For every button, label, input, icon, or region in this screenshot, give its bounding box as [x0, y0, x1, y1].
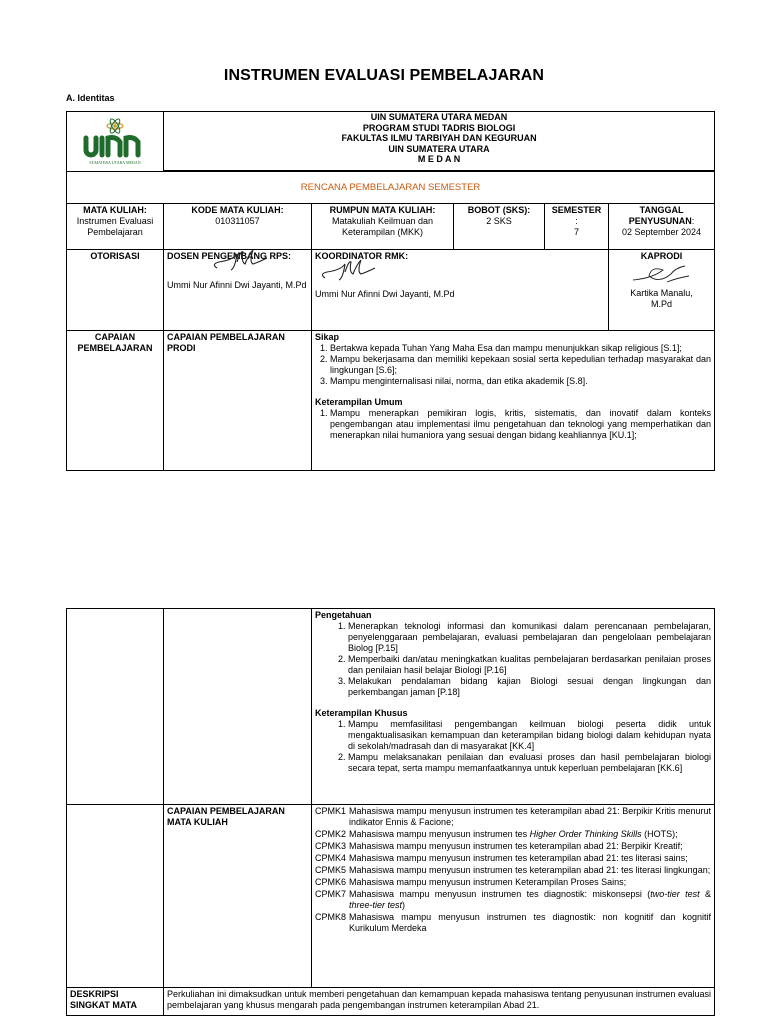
kaprodi-title: M.Pd [651, 298, 673, 309]
koordinator-label: KOORDINATOR RMK: [315, 251, 409, 261]
bobot-cell [454, 204, 545, 250]
cpmk-text-italic: Higher Order Thinking Skills [529, 828, 642, 839]
sikap-item: 3. Mampu menginternalisasi nilai, norma, dan etika akademik [S.8]. [330, 376, 711, 387]
tanggal-value: 02 September 2024 [622, 226, 702, 237]
cpmk-text: Mahasiswa mampu menyusun instrumen tes diagnostik: non kognitif dan kognitif Kurikulum Merdeka [349, 911, 711, 933]
semester-value: 7 [573, 226, 579, 237]
rumpun-value: Matakuliah Keilmuan dan Keterampilan (MKK) [331, 215, 434, 237]
kaprodi-name: Kartika Manalu, [630, 287, 693, 298]
cpmk-label-2: MATA KULIAH [167, 816, 228, 827]
cpmk-text-part: (HOTS); [641, 828, 678, 839]
cpmk-code: CPMK6 [315, 876, 347, 887]
tanggal-label-2: PENYUSUNAN [628, 215, 692, 226]
cpmk-item [315, 889, 711, 911]
cp-prodi-content-continued [312, 609, 715, 805]
cpmk-content [312, 805, 715, 988]
cpmk-text-part: & [699, 888, 711, 899]
pengetahuan-item: 2. Memperbaiki dan/atau meningkatkan kualitas pembelajaran berdasarkan penilaian proses dan penilaian hasil belajar Biologi [P.16] [348, 654, 711, 676]
cpmk-item [315, 841, 711, 852]
pengetahuan-item: 3. Melakukan pendalaman bidang kajian Biologi sesuai dengan lingkungan dan perkembangan jaman [P.18] [348, 676, 711, 698]
capaian-label [67, 331, 164, 471]
signature-kaprodi-icon [627, 262, 697, 288]
cpmk-item [315, 865, 711, 876]
kode-label: KODE MATA KULIAH: [191, 205, 284, 215]
cpmk-text: Mahasiswa mampu menyusun instrumen Keterampilan Proses Sains; [349, 876, 627, 887]
logo-cell [67, 112, 164, 172]
cpmk-code: CPMK4 [315, 852, 347, 863]
mata-kuliah-cell [67, 204, 164, 250]
ku-title: Keterampilan Umum [315, 396, 403, 407]
kaprodi-label: KAPRODI [640, 251, 683, 261]
semester-label: SEMESTER [551, 205, 602, 215]
sikap-title: Sikap [315, 332, 340, 342]
cpmk-text-italic: three-tier test [349, 899, 403, 910]
cpmk-label-1: CAPAIAN PEMBELAJARAN [167, 806, 285, 816]
cpmk-item [315, 912, 711, 934]
bobot-label: BOBOT (SKS): [467, 205, 531, 215]
kk-title: Keterampilan Khusus [315, 707, 408, 718]
capaian-table-continued [66, 608, 715, 1016]
cpmk-label [164, 805, 312, 988]
cpmk-text [346, 889, 711, 911]
cpmk-code: CPMK7 [315, 888, 347, 899]
institution-header [164, 112, 715, 171]
kk-item: 1. Mampu memfasilitasi pengembangan keilmuan biologi peserta didik untuk mengaktualisasikan kemampuan dan keterampilan bidang biologi dalam kehidupan nyata di sekolah/madrasah dan di masyarakat [KK.4] [348, 719, 711, 752]
deskripsi-label-2: SINGKAT MATA [70, 999, 137, 1010]
kaprodi-cell [609, 250, 715, 331]
institution-line-2: PROGRAM STUDI TADRIS BIOLOGI [362, 122, 516, 133]
cp-prodi-label-2: PRODI [167, 342, 196, 353]
cpmk-text: Mahasiswa mampu menyusun instrumen tes keterampilan abad 21: tes literasi sains; [349, 852, 688, 863]
koordinator-cell [312, 250, 609, 331]
cpmk-text: Mahasiswa mampu menyusun instrumen tes keterampilan abad 21: Berpikir Kreatif; [349, 840, 683, 851]
capaian-label-2: PEMBELAJARAN [77, 342, 153, 353]
identity-table [66, 111, 715, 471]
cpmk-code: CPMK5 [315, 864, 347, 875]
uin-logo-icon [76, 114, 154, 166]
institution-line-3: FAKULTAS ILMU TARBIYAH DAN KEGURUAN [341, 133, 537, 144]
cpmk-item [315, 877, 711, 888]
deskripsi-label [67, 988, 164, 1016]
cpmk-text-part: ) [402, 899, 406, 910]
deskripsi-text: Perkuliahan ini dimaksudkan untuk memberi pengetahuan dan kemampuan kepada mahasiswa tentang penyusunan instrumen evaluasi pembelajaran yang khusus mengarah pada pengembangan instrumen keterampilan Abad 21. [164, 988, 715, 1016]
kode-cell [164, 204, 312, 250]
rumpun-label: RUMPUN MATA KULIAH: [329, 205, 436, 215]
cpmk-text: Mahasiswa mampu menyusun instrumen tes keterampilan abad 21: Berpikir Kritis menurut indikator Ennis & Facione; [349, 806, 711, 827]
cpmk-text: Mahasiswa mampu menyusun instrumen tes keterampilan abad 21: tes literasi lingkungan; [349, 864, 711, 875]
cp-prodi-content [312, 331, 715, 471]
institution-line-5: M E D A N [417, 154, 461, 165]
mata-kuliah-value: Instrumen Evaluasi Pembelajaran [76, 215, 154, 237]
otorisasi-label: OTORISASI [67, 250, 164, 331]
sikap-item: 1. Bertakwa kepada Tuhan Yang Maha Esa dan mampu menunjukkan sikap religious [S.1]; [330, 343, 711, 354]
kode-value: 010311057 [215, 215, 260, 226]
koordinator-name: Ummi Nur Afinni Dwi Jayanti, M.Pd [315, 288, 455, 299]
cpmk-code: CPMK2 [315, 828, 347, 839]
pengetahuan-item: 1. Menerapkan teknologi informasi dan komunikasi dalam perencanaan pembelajaran, penyelenggaraan pembelajaran, evaluasi pembelajaran dan pengelolaan pembelajaran Biolog [P.15] [348, 621, 711, 654]
cpmk-item [315, 806, 711, 828]
cpmk-text-part: Mahasiswa mampu menyusun instrumen tes diagnostik: miskonsepsi ( [349, 888, 651, 899]
cpmk-text-part: Mahasiswa mampu menyusun instrumen tes [349, 828, 530, 839]
ku-item: 1. Mampu menerapkan pemikiran logis, kritis, sistematis, dan inovatif dalam konteks pengembangan atau implementasi ilmu pengetahuan dan teknologi yang memperhatikan dan menerapkan nilai humaniora yang sesuai dengan bidang keahliannya [KU.1]; [330, 408, 711, 441]
dosen-name: Ummi Nur Afinni Dwi Jayanti, M.Pd [167, 279, 307, 290]
institution-line-4: UIN SUMATERA UTARA [388, 143, 490, 154]
cpmk-item [315, 853, 711, 864]
rumpun-cell [312, 204, 454, 250]
sikap-item: 2. Mampu bekerjasama dan memiliki kepekaan sosial serta kepedulian terhadap masyarakat dan lingkungan [S.6]; [330, 354, 711, 376]
cpmk-code: CPMK3 [315, 840, 347, 851]
tanggal-label: TANGGAL [639, 205, 684, 215]
cpmk-text-italic: two-tier test [650, 888, 700, 899]
dosen-label: DOSEN PENGEMBANG RPS: [167, 251, 292, 261]
mata-kuliah-label: MATA KULIAH: [83, 205, 147, 215]
bobot-value: 2 SKS [486, 215, 512, 226]
section-label: A. Identitas [66, 93, 115, 103]
cpmk-code: CPMK1 [315, 806, 347, 816]
deskripsi-label-1: DESKRIPSI [70, 989, 119, 999]
cpmk-code: CPMK8 [315, 911, 347, 922]
logo-caption: SUMATERA UTARA MEDAN [89, 160, 141, 166]
institution-line-1: UIN SUMATERA UTARA MEDAN [370, 112, 508, 122]
cp-prodi-label-1: CAPAIAN PEMBELAJARAN [167, 332, 285, 342]
capaian-label-1: CAPAIAN [94, 332, 136, 342]
pengetahuan-title: Pengetahuan [315, 610, 372, 620]
rps-title: RENCANA PEMBELAJARAN SEMESTER [67, 172, 715, 204]
page-title: INSTRUMEN EVALUASI PEMBELAJARAN [223, 67, 545, 84]
cp-prodi-label [164, 331, 312, 471]
tanggal-colon: : [691, 215, 695, 226]
dosen-cell [164, 250, 312, 331]
semester-colon: : [575, 215, 578, 226]
semester-cell [545, 204, 609, 250]
tanggal-cell [609, 204, 715, 250]
cpmk-item [315, 829, 711, 840]
kk-item: 2. Mampu melaksanakan penilaian dan evaluasi proses dan hasil pembelajaran biologi secara tepat, serta mampu memanfaatkannya untuk keperluan pembelajaran [KK.6] [348, 752, 711, 774]
cpmk-text [346, 829, 711, 840]
